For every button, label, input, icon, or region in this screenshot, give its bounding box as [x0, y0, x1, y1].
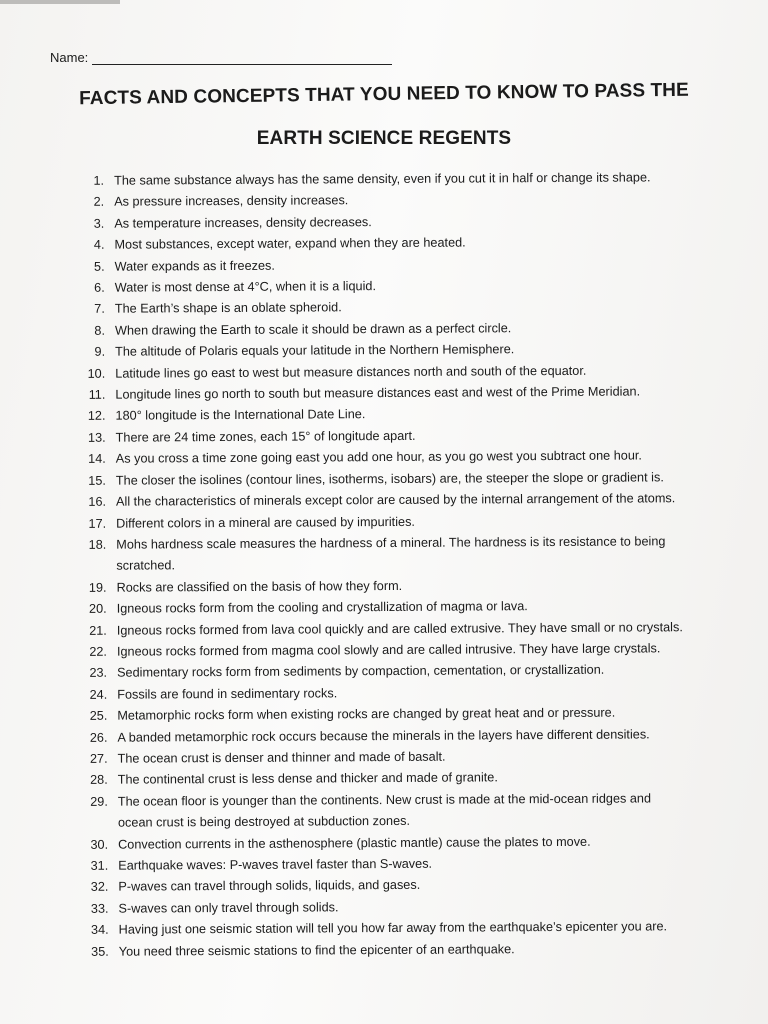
fact-text: Convection currents in the asthenosphere (plastic mantle) cause the plates to move.	[118, 834, 591, 852]
fact-number: 30.	[90, 837, 109, 852]
fact-number: 14.	[88, 452, 106, 467]
fact-number: 33.	[90, 901, 109, 916]
document-title-line-1: FACTS AND CONCEPTS THAT YOU NEED TO KNOW TO PASS THE	[79, 79, 689, 110]
fact-number: 18.	[88, 537, 107, 552]
fact-text: Different colors in a mineral are caused by impurities.	[116, 514, 415, 531]
fact-number: 4.	[93, 237, 105, 253]
fact-number: 24.	[89, 687, 108, 702]
fact-number: 8.	[94, 323, 106, 338]
fact-number: 26.	[89, 730, 108, 745]
fact-text: Igneous rocks form from the cooling and crystallization of magma or lava.	[116, 599, 528, 616]
fact-item	[64, 788, 754, 814]
fact-number: 12.	[87, 409, 106, 424]
name-blank-line	[92, 52, 392, 65]
fact-text: P-waves can travel through solids, liquids, and gases.	[118, 878, 421, 895]
fact-text: Fossils are found in sedimentary rocks.	[117, 686, 338, 702]
fact-text-continuation: ocean crust is being destroyed at subduction zones.	[117, 814, 411, 830]
fact-number: 17.	[88, 516, 107, 531]
fact-text: The ocean crust is denser and thinner and made of basalt.	[117, 749, 446, 766]
fact-number: 2.	[93, 195, 105, 210]
fact-text: S-waves can only travel through solids.	[118, 900, 339, 916]
facts-list	[60, 167, 755, 963]
fact-text: Sedimentary rocks form from sediments by compaction, cementation, or crystallization.	[117, 663, 605, 681]
name-label: Name:	[50, 50, 89, 65]
fact-number: 25.	[89, 708, 108, 723]
fact-text: The ocean floor is younger than the continents. New crust is made at the mid-ocean ridges and	[117, 791, 652, 809]
fact-text: As temperature increases, density decreases.	[114, 214, 372, 231]
fact-number: 5.	[93, 259, 105, 274]
fact-text: Longitude lines go north to south but measure distances east and west of the Prime Meridian.	[115, 384, 641, 402]
fact-text: Igneous rocks formed from lava cool quickly and are called extrusive. They have small or no crystals.	[116, 619, 683, 638]
fact-text: Mohs hardness scale measures the hardness of a mineral. The hardness is its resistance to being	[116, 534, 666, 552]
fact-text: Water is most dense at 4°C, when it is a liquid.	[114, 279, 377, 295]
fact-text: A banded metamorphic rock occurs because the minerals in the layers have different densities.	[117, 726, 650, 745]
fact-number: 28.	[90, 773, 108, 788]
fact-item	[65, 937, 755, 963]
fact-text: Rocks are classified on the basis of how they form.	[116, 578, 403, 595]
fact-number: 21.	[89, 623, 107, 638]
fact-number: 15.	[88, 473, 106, 488]
fact-number: 3.	[93, 216, 105, 231]
fact-text: Metamorphic rocks form when existing rocks are changed by great heat and or pressure.	[117, 705, 616, 723]
fact-text: There are 24 time zones, each 15° of longitude apart.	[115, 428, 416, 445]
fact-number: 35.	[91, 944, 109, 959]
document-title-line-2: EARTH SCIENCE REGENTS	[256, 128, 512, 149]
fact-text: Igneous rocks formed from magma cool slowly and are called intrusive. They have large crystals.	[116, 641, 661, 659]
fact-number: 29.	[90, 794, 108, 809]
name-field	[50, 50, 392, 65]
fact-number: 32.	[90, 880, 109, 895]
fact-number: 10.	[87, 366, 106, 381]
fact-number: 34.	[90, 922, 109, 938]
fact-item	[62, 531, 752, 557]
fact-text: As you cross a time zone going east you add one hour, as you go west you subtract one hour.	[115, 448, 642, 466]
fact-text: As pressure increases, density increases.	[114, 193, 349, 210]
page-edge-shadow	[0, 0, 120, 4]
fact-number: 20.	[88, 601, 107, 616]
fact-number: 27.	[89, 751, 108, 766]
fact-text: When drawing the Earth to scale it should be drawn as a perfect circle.	[114, 321, 512, 338]
fact-text: The same substance always has the same density, even if you cut it in half or change its shape.	[114, 170, 651, 188]
fact-text: You need three seismic stations to find the epicenter of an earthquake.	[118, 941, 515, 959]
fact-number: 23.	[89, 666, 108, 681]
fact-text: The continental crust is less dense and thicker and made of granite.	[117, 770, 498, 788]
fact-text: All the characteristics of minerals except color are caused by the internal arrangement of the atoms.	[115, 491, 676, 509]
fact-text: The altitude of Polaris equals your latitude in the Northern Hemisphere.	[115, 342, 515, 359]
fact-text: 180° longitude is the International Date Line.	[115, 407, 366, 424]
fact-number: 31.	[90, 858, 109, 873]
fact-number: 19.	[88, 580, 107, 595]
fact-text: Having just one seismic station will tell you how far away from the earthquake’s epicenter you are.	[118, 919, 668, 937]
fact-number: 13.	[87, 430, 106, 445]
fact-text: Earthquake waves: P-waves travel faster than S-waves.	[118, 856, 433, 873]
fact-number: 11.	[88, 387, 106, 402]
fact-number: 1.	[93, 173, 105, 188]
fact-text: Water expands as it freezes.	[114, 258, 275, 274]
fact-text-continuation: scratched.	[116, 558, 175, 573]
fact-number: 16.	[88, 494, 107, 509]
fact-text: The closer the isolines (contour lines, isotherms, isobars) are, the steeper the slope or gradient is.	[115, 470, 664, 488]
fact-number: 7.	[94, 302, 105, 317]
fact-number: 9.	[94, 344, 106, 360]
fact-number: 22.	[89, 644, 107, 659]
fact-text: Most substances, except water, expand when they are heated.	[114, 235, 466, 252]
fact-number: 6.	[94, 280, 105, 295]
fact-text: The Earth’s shape is an oblate spheroid.	[114, 300, 342, 317]
fact-text: Latitude lines go east to west but measure distances north and south of the equator.	[115, 363, 587, 381]
